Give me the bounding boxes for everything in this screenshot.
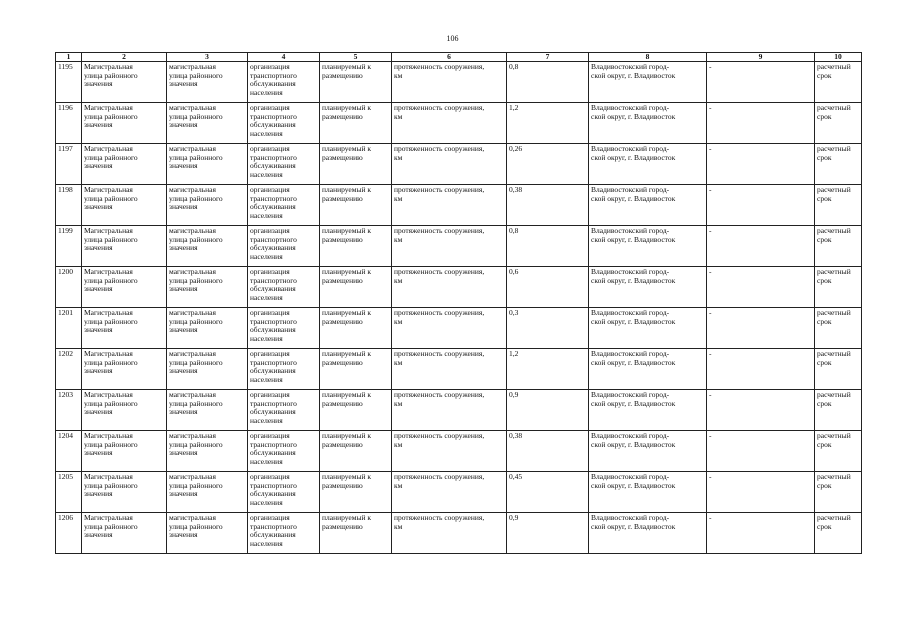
characteristic-cell (392, 144, 507, 185)
cell-text: протяженность сооружения, км (394, 226, 485, 244)
cell-text: Владивостокский город- ской округ, г. Владивосток (591, 144, 676, 162)
value-cell (507, 144, 589, 185)
cell-text: планируемый к размещению (322, 472, 372, 490)
cell-text: протяженность сооружения, км (394, 513, 485, 531)
value-cell (507, 185, 589, 226)
object-name-cell (82, 390, 167, 431)
term-cell (815, 513, 862, 554)
term-cell (815, 390, 862, 431)
cell-text: - (709, 62, 712, 72)
cell-text: организация транспортного обслуживания населения (250, 226, 297, 261)
term-cell (815, 144, 862, 185)
characteristic-cell (392, 267, 507, 308)
purpose-cell (248, 472, 320, 513)
cell-text: 0,3 (509, 308, 519, 318)
table-row (56, 103, 862, 144)
status-cell (320, 144, 392, 185)
cell-text: магистральная улица районного значения (169, 472, 223, 499)
cell-text: организация транспортного обслуживания населения (250, 185, 297, 220)
cell-text: организация транспортного обслуживания населения (250, 349, 297, 384)
cell-text: 1202 (58, 349, 73, 359)
cell-text: организация транспортного обслуживания населения (250, 308, 297, 343)
cell-text: протяженность сооружения, км (394, 390, 485, 408)
cell-text: протяженность сооружения, км (394, 62, 485, 80)
object-name-cell (82, 431, 167, 472)
purpose-cell (248, 267, 320, 308)
cell-text: 0,8 (509, 226, 519, 236)
cell-text: - (709, 349, 712, 359)
objects-table (55, 52, 862, 554)
location-cell (589, 308, 707, 349)
cell-text: магистральная улица районного значения (169, 144, 223, 171)
table-row (56, 472, 862, 513)
cell-text: Магистральная улица районного значения (84, 431, 138, 458)
value-cell (507, 103, 589, 144)
cell-text: расчетный срок (817, 144, 851, 162)
cell-text: - (709, 267, 712, 277)
cell-text: Магистральная улица районного значения (84, 144, 138, 171)
cell-text: расчетный срок (817, 513, 851, 531)
cell-text: планируемый к размещению (322, 308, 372, 326)
cell-text: - (709, 472, 712, 482)
cell-text: планируемый к размещению (322, 226, 372, 244)
location-cell (589, 144, 707, 185)
cell-text: - (709, 185, 712, 195)
object-name-cell (82, 513, 167, 554)
value-cell (507, 390, 589, 431)
purpose-cell (248, 513, 320, 554)
row-number-cell (56, 308, 82, 349)
table-row (56, 144, 862, 185)
column-header: 1 (56, 53, 82, 62)
cell-text: Владивостокский город- ской округ, г. Владивосток (591, 267, 676, 285)
cell-text: планируемый к размещению (322, 390, 372, 408)
cell-text: организация транспортного обслуживания населения (250, 144, 297, 179)
column-header: 3 (167, 53, 248, 62)
zone-cell (707, 308, 815, 349)
cell-text: расчетный срок (817, 308, 851, 326)
column-header: 2 (82, 53, 167, 62)
object-type-cell (167, 62, 248, 103)
characteristic-cell (392, 62, 507, 103)
cell-text: Владивостокский город- ской округ, г. Владивосток (591, 431, 676, 449)
cell-text: 1200 (58, 267, 73, 277)
cell-text: 0,6 (509, 267, 519, 277)
cell-text: Магистральная улица районного значения (84, 308, 138, 335)
characteristic-cell (392, 226, 507, 267)
cell-text: 1203 (58, 390, 73, 400)
cell-text: организация транспортного обслуживания населения (250, 62, 297, 97)
cell-text: 1199 (58, 226, 73, 236)
cell-text: 0,26 (509, 144, 523, 154)
row-number-cell (56, 431, 82, 472)
cell-text: 1195 (58, 62, 73, 72)
cell-text: организация транспортного обслуживания населения (250, 267, 297, 302)
value-cell (507, 308, 589, 349)
location-cell (589, 62, 707, 103)
table-row (56, 431, 862, 472)
cell-text: расчетный срок (817, 349, 851, 367)
status-cell (320, 472, 392, 513)
value-cell (507, 267, 589, 308)
cell-text: Магистральная улица районного значения (84, 472, 138, 499)
cell-text: Владивостокский город- ской округ, г. Владивосток (591, 226, 676, 244)
object-name-cell (82, 472, 167, 513)
zone-cell (707, 103, 815, 144)
location-cell (589, 513, 707, 554)
cell-text: Магистральная улица районного значения (84, 62, 138, 89)
column-header: 6 (392, 53, 507, 62)
object-name-cell (82, 226, 167, 267)
cell-text: планируемый к размещению (322, 513, 372, 531)
zone-cell (707, 226, 815, 267)
table-body (56, 62, 862, 554)
page-number: 106 (446, 34, 459, 43)
status-cell (320, 349, 392, 390)
cell-text: Владивостокский город- ской округ, г. Владивосток (591, 185, 676, 203)
object-type-cell (167, 390, 248, 431)
purpose-cell (248, 103, 320, 144)
column-header: 10 (815, 53, 862, 62)
table-row (56, 62, 862, 103)
cell-text: 0,8 (509, 62, 519, 72)
term-cell (815, 472, 862, 513)
cell-text: магистральная улица районного значения (169, 226, 223, 253)
cell-text: магистральная улица районного значения (169, 62, 223, 89)
location-cell (589, 431, 707, 472)
cell-text: Магистральная улица районного значения (84, 390, 138, 417)
object-name-cell (82, 103, 167, 144)
column-header: 9 (707, 53, 815, 62)
term-cell (815, 185, 862, 226)
zone-cell (707, 390, 815, 431)
cell-text: магистральная улица районного значения (169, 349, 223, 376)
cell-text: 0,9 (509, 390, 519, 400)
cell-text: 0,9 (509, 513, 519, 523)
column-header: 7 (507, 53, 589, 62)
cell-text: планируемый к размещению (322, 267, 372, 285)
term-cell (815, 349, 862, 390)
table-row (56, 513, 862, 554)
row-number-cell (56, 144, 82, 185)
cell-text: протяженность сооружения, км (394, 144, 485, 162)
cell-text: протяженность сооружения, км (394, 267, 485, 285)
term-cell (815, 431, 862, 472)
purpose-cell (248, 226, 320, 267)
cell-text: - (709, 144, 712, 154)
term-cell (815, 103, 862, 144)
zone-cell (707, 267, 815, 308)
cell-text: организация транспортного обслуживания населения (250, 390, 297, 425)
object-type-cell (167, 431, 248, 472)
object-type-cell (167, 349, 248, 390)
table-row (56, 226, 862, 267)
column-header: 4 (248, 53, 320, 62)
cell-text: магистральная улица районного значения (169, 308, 223, 335)
cell-text: Владивостокский город- ской округ, г. Владивосток (591, 62, 676, 80)
characteristic-cell (392, 308, 507, 349)
location-cell (589, 472, 707, 513)
cell-text: Владивостокский город- ской округ, г. Владивосток (591, 308, 676, 326)
status-cell (320, 267, 392, 308)
cell-text: Владивостокский город- ской округ, г. Владивосток (591, 472, 676, 490)
cell-text: расчетный срок (817, 390, 851, 408)
object-type-cell (167, 144, 248, 185)
row-number-cell (56, 62, 82, 103)
zone-cell (707, 513, 815, 554)
cell-text: расчетный срок (817, 267, 851, 285)
row-number-cell (56, 185, 82, 226)
table-header (56, 53, 862, 62)
cell-text: магистральная улица районного значения (169, 267, 223, 294)
table-row (56, 267, 862, 308)
row-number-cell (56, 390, 82, 431)
cell-text: Магистральная улица районного значения (84, 513, 138, 540)
zone-cell (707, 349, 815, 390)
cell-text: планируемый к размещению (322, 185, 372, 203)
cell-text: магистральная улица районного значения (169, 431, 223, 458)
cell-text: магистральная улица районного значения (169, 103, 223, 130)
cell-text: расчетный срок (817, 185, 851, 203)
term-cell (815, 62, 862, 103)
cell-text: Магистральная улица районного значения (84, 267, 138, 294)
cell-text: - (709, 390, 712, 400)
table-row (56, 185, 862, 226)
cell-text: - (709, 226, 712, 236)
status-cell (320, 103, 392, 144)
location-cell (589, 349, 707, 390)
cell-text: расчетный срок (817, 472, 851, 490)
cell-text: Владивостокский город- ской округ, г. Владивосток (591, 103, 676, 121)
row-number-cell (56, 103, 82, 144)
cell-text: организация транспортного обслуживания населения (250, 472, 297, 507)
value-cell (507, 226, 589, 267)
cell-text: 1196 (58, 103, 73, 113)
table-row (56, 349, 862, 390)
cell-text: магистральная улица районного значения (169, 390, 223, 417)
zone-cell (707, 431, 815, 472)
object-type-cell (167, 226, 248, 267)
characteristic-cell (392, 513, 507, 554)
cell-text: протяженность сооружения, км (394, 308, 485, 326)
characteristic-cell (392, 185, 507, 226)
value-cell (507, 62, 589, 103)
characteristic-cell (392, 431, 507, 472)
cell-text: расчетный срок (817, 226, 851, 244)
cell-text: 0,38 (509, 185, 523, 195)
cell-text: 1,2 (509, 103, 519, 113)
cell-text: 1204 (58, 431, 73, 441)
term-cell (815, 226, 862, 267)
cell-text: Магистральная улица районного значения (84, 103, 138, 130)
status-cell (320, 431, 392, 472)
cell-text: 1205 (58, 472, 73, 482)
location-cell (589, 390, 707, 431)
status-cell (320, 226, 392, 267)
cell-text: Владивостокский город- ской округ, г. Владивосток (591, 513, 676, 531)
purpose-cell (248, 62, 320, 103)
cell-text: Магистральная улица районного значения (84, 226, 138, 253)
object-type-cell (167, 267, 248, 308)
table-row (56, 390, 862, 431)
cell-text: планируемый к размещению (322, 431, 372, 449)
cell-text: 1201 (58, 308, 73, 318)
table-row (56, 308, 862, 349)
value-cell (507, 349, 589, 390)
characteristic-cell (392, 103, 507, 144)
row-number-cell (56, 513, 82, 554)
object-type-cell (167, 513, 248, 554)
term-cell (815, 267, 862, 308)
column-header: 8 (589, 53, 707, 62)
row-number-cell (56, 267, 82, 308)
cell-text: организация транспортного обслуживания населения (250, 513, 297, 548)
zone-cell (707, 185, 815, 226)
cell-text: протяженность сооружения, км (394, 349, 485, 367)
cell-text: планируемый к размещению (322, 349, 372, 367)
status-cell (320, 62, 392, 103)
cell-text: расчетный срок (817, 431, 851, 449)
column-header: 5 (320, 53, 392, 62)
term-cell (815, 308, 862, 349)
cell-text: 1,2 (509, 349, 519, 359)
cell-text: Владивостокский город- ской округ, г. Владивосток (591, 390, 676, 408)
cell-text: протяженность сооружения, км (394, 472, 485, 490)
cell-text: Магистральная улица районного значения (84, 185, 138, 212)
object-name-cell (82, 308, 167, 349)
status-cell (320, 390, 392, 431)
characteristic-cell (392, 390, 507, 431)
cell-text: планируемый к размещению (322, 144, 372, 162)
purpose-cell (248, 349, 320, 390)
cell-text: расчетный срок (817, 62, 851, 80)
cell-text: протяженность сооружения, км (394, 185, 485, 203)
location-cell (589, 226, 707, 267)
purpose-cell (248, 185, 320, 226)
cell-text: планируемый к размещению (322, 103, 372, 121)
cell-text: 0,38 (509, 431, 523, 441)
cell-text: 1197 (58, 144, 73, 154)
row-number-cell (56, 226, 82, 267)
cell-text: 0,45 (509, 472, 523, 482)
cell-text: 1206 (58, 513, 73, 523)
purpose-cell (248, 390, 320, 431)
row-number-cell (56, 349, 82, 390)
object-name-cell (82, 349, 167, 390)
cell-text: магистральная улица районного значения (169, 185, 223, 212)
cell-text: магистральная улица районного значения (169, 513, 223, 540)
zone-cell (707, 144, 815, 185)
cell-text: организация транспортного обслуживания населения (250, 103, 297, 138)
value-cell (507, 431, 589, 472)
object-type-cell (167, 308, 248, 349)
object-type-cell (167, 103, 248, 144)
object-name-cell (82, 267, 167, 308)
value-cell (507, 513, 589, 554)
cell-text: - (709, 513, 712, 523)
cell-text: Магистральная улица районного значения (84, 349, 138, 376)
characteristic-cell (392, 349, 507, 390)
value-cell (507, 472, 589, 513)
cell-text: планируемый к размещению (322, 62, 372, 80)
zone-cell (707, 62, 815, 103)
cell-text: Владивостокский город- ской округ, г. Владивосток (591, 349, 676, 367)
cell-text: протяженность сооружения, км (394, 431, 485, 449)
location-cell (589, 103, 707, 144)
object-type-cell (167, 185, 248, 226)
cell-text: расчетный срок (817, 103, 851, 121)
cell-text: - (709, 431, 712, 441)
cell-text: - (709, 103, 712, 113)
object-name-cell (82, 185, 167, 226)
characteristic-cell (392, 472, 507, 513)
zone-cell (707, 472, 815, 513)
cell-text: - (709, 308, 712, 318)
row-number-cell (56, 472, 82, 513)
location-cell (589, 185, 707, 226)
object-name-cell (82, 144, 167, 185)
purpose-cell (248, 144, 320, 185)
cell-text: протяженность сооружения, км (394, 103, 485, 121)
cell-text: организация транспортного обслуживания населения (250, 431, 297, 466)
status-cell (320, 513, 392, 554)
cell-text: 1198 (58, 185, 73, 195)
status-cell (320, 185, 392, 226)
status-cell (320, 308, 392, 349)
purpose-cell (248, 431, 320, 472)
location-cell (589, 267, 707, 308)
object-name-cell (82, 62, 167, 103)
object-type-cell (167, 472, 248, 513)
purpose-cell (248, 308, 320, 349)
